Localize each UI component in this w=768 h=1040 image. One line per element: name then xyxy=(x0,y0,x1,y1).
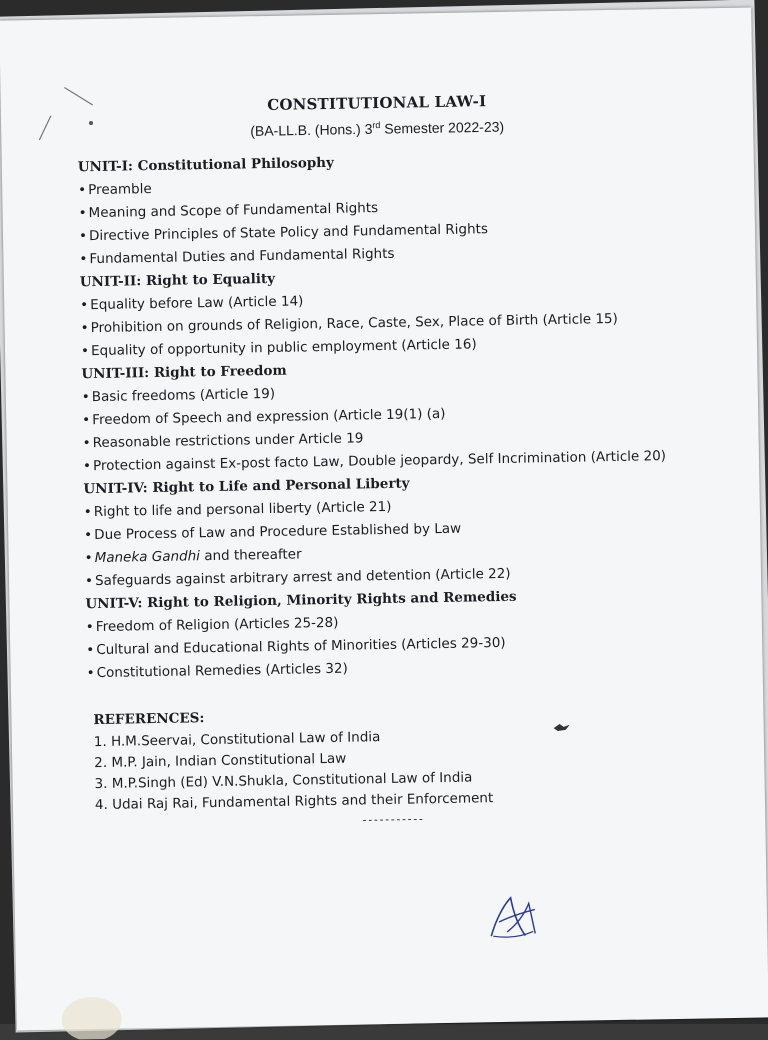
unit-heading: UNIT-IV: Right to Life and Personal Liberty xyxy=(83,475,410,497)
unit-heading: UNIT-III: Right to Freedom xyxy=(81,362,287,382)
case-name: Maneka Gandhi xyxy=(94,547,201,566)
end-rule: ----------- xyxy=(361,812,424,827)
page-title: CONSTITUTIONAL LAW-I xyxy=(267,92,487,114)
topic-item: • Directive Principles of State Policy and Fundamental Rights xyxy=(79,214,679,247)
subtitle-suffix: Semester 2022-23) xyxy=(380,118,505,137)
topic-item: • Cultural and Educational Rights of Minorities (Articles 29-30) xyxy=(86,628,686,661)
topic-item: • Preamble xyxy=(78,168,678,201)
subtitle-prefix: (BA-LL.B. (Hons.) 3 xyxy=(250,120,373,139)
topic-list xyxy=(80,283,681,362)
document-page xyxy=(0,8,768,1031)
subtitle-superscript: rd xyxy=(372,120,381,131)
references-heading: REFERENCES: xyxy=(93,709,205,728)
topic-list xyxy=(78,168,680,270)
topic-item: • Fundamental Duties and Fundamental Rights xyxy=(79,237,679,270)
topic-item: • Freedom of Religion (Articles 25-28) xyxy=(86,605,686,638)
reference-item: 4. Udai Raj Rai, Fundamental Rights and their Enforcement xyxy=(94,789,494,813)
reference-item: 1. H.M.Seervai, Constitutional Law of India xyxy=(93,728,381,750)
topic-list xyxy=(82,375,684,477)
reference-list xyxy=(94,721,689,815)
topic-item: • Freedom of Speech and expression (Article 19(1) (a) xyxy=(82,398,682,431)
unit-heading: UNIT-I: Constitutional Philosophy xyxy=(77,154,335,175)
topic-item: • Meaning and Scope of Fundamental Rights xyxy=(78,191,678,224)
course-subtitle xyxy=(77,115,677,142)
reference-item: 2. M.P. Jain, Indian Constitutional Law xyxy=(94,750,347,771)
signature-icon xyxy=(485,891,542,942)
unit-heading: UNIT-V: Right to Religion, Minority Rights and Remedies xyxy=(85,588,517,612)
topic-list xyxy=(86,605,687,684)
topic-item: • Due Process of Law and Procedure Established by Law xyxy=(84,513,684,546)
reference-item: 3. M.P.Singh (Ed) V.N.Shukla, Constitutional Law of India xyxy=(94,769,473,792)
unit-heading: UNIT-II: Right to Equality xyxy=(79,270,276,290)
topic-item: • Reasonable restrictions under Article 19 xyxy=(82,421,682,454)
topic-item: • Equality of opportunity in public employment (Article 16) xyxy=(81,329,681,362)
references-section xyxy=(87,698,689,830)
topic-item: • Equality before Law (Article 14) xyxy=(80,283,680,316)
case-suffix: and thereafter xyxy=(199,546,302,564)
topic-item: • Right to life and personal liberty (Article 21) xyxy=(84,490,684,523)
topic-list xyxy=(84,490,686,592)
topic-item: • Protection against Ex-post facto Law, Double jeopardy, Self Incrimination (Article 20) xyxy=(83,444,683,477)
topic-item: • Safeguards against arbitrary arrest and detention (Article 22) xyxy=(85,559,685,592)
topic-item: • Basic freedoms (Article 19) xyxy=(82,375,682,408)
topic-item: • Prohibition on grounds of Religion, Race, Caste, Sex, Place of Birth (Article 15) xyxy=(80,306,680,339)
syllabus-content xyxy=(77,89,690,831)
paper-stain-icon xyxy=(56,989,127,1040)
topic-item: • Constitutional Remedies (Articles 32) xyxy=(86,651,686,684)
